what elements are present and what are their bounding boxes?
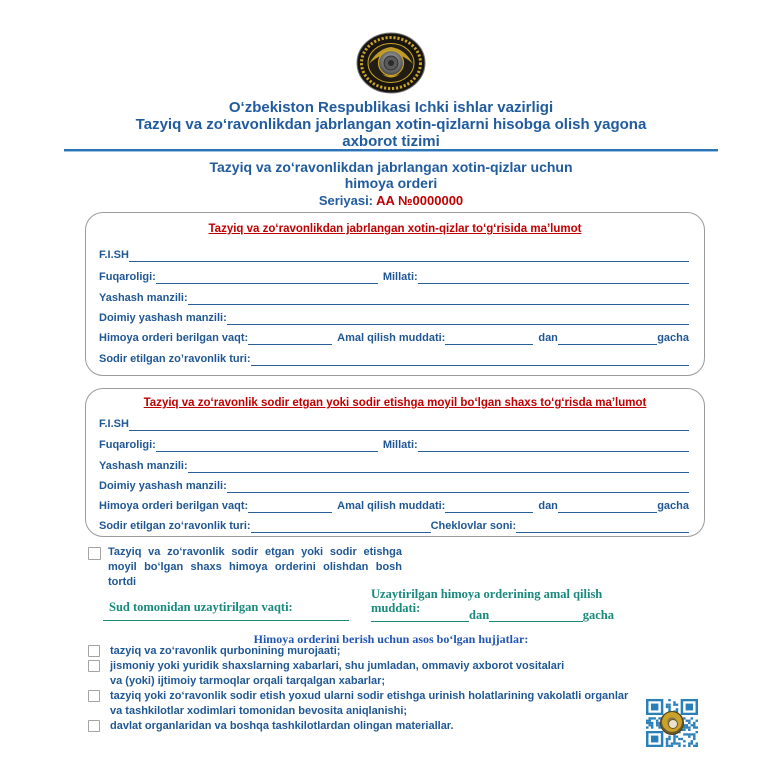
address-label: Yashash manzili: — [99, 292, 188, 304]
victim-address-row — [99, 292, 689, 305]
permanent-address-fill-line — [227, 482, 689, 493]
offender-permanent-address-row — [99, 480, 689, 493]
violence-type-label: Sodir etilgan zo‘ravonlik turi: — [99, 520, 251, 532]
series-line — [40, 193, 742, 209]
restrictions-fill-line — [516, 522, 689, 533]
citizenship-fill-line — [156, 441, 378, 452]
restrictions-label: Cheklovlar soni: — [430, 520, 517, 532]
basis-item-1-text: tazyiq va zo‘ravonlik qurbonining murojaati; — [110, 645, 341, 657]
basis-item-3-text-line2: va tashkilotlar xodimlari tomonidan bevosita aniqlanishi; — [110, 705, 408, 717]
qr-code — [646, 699, 698, 747]
offender-box-title: Tazyiq va zo‘ravonlik sodir etgan yoki sodir etishga moyil bo‘lgan shaxs to‘g‘risda ma’lumot — [143, 397, 647, 409]
victim-violence-type-row — [99, 353, 689, 366]
document-header — [40, 99, 742, 150]
basis-item-3-text-line1: tazyiq yoki zo‘ravonlik sodir etish yoxud ularni sodir etishga urinish holatlarining vakolatli organlar — [110, 690, 629, 702]
order-issued-fill-line — [248, 502, 332, 513]
refusal-text: Tazyiq va zo‘ravonlik sodir etgan yoki sodir etishga moyil bo‘lgan shaxs himoya orderini olishdan bosh tortdi — [108, 546, 402, 588]
fish-fill-line — [129, 251, 689, 262]
nationality-label: Millati: — [382, 271, 418, 283]
offender-citizenship-row — [99, 439, 689, 452]
extension-from-fill-line — [371, 609, 469, 622]
offender-violence-type-row — [99, 520, 689, 533]
order-issued-fill-line — [248, 334, 332, 345]
extended-validity-dates-row — [371, 608, 614, 622]
basis-documents-title: Himoya orderini berish uchun asos bo‘lgan hujjatlar: — [253, 632, 529, 646]
validity-fill-line — [445, 334, 533, 345]
validity-label: Amal qilish muddati: — [337, 500, 446, 512]
offender-fish-row — [99, 418, 689, 431]
fish-label: F.I.SH — [99, 418, 129, 430]
basis-item-4-text: davlat organlaridan va boshqa tashkilotlardan olingan materiallar. — [110, 720, 454, 732]
from-label: dan — [538, 332, 558, 344]
basis-item-1 — [88, 645, 340, 658]
series-number: AA №0000000 — [376, 193, 464, 208]
violence-type-fill-line — [251, 522, 431, 533]
to-label: gacha — [657, 500, 689, 512]
refusal-checkbox[interactable] — [88, 547, 101, 560]
violence-type-label: Sodir etilgan zo’ravonlik turi: — [99, 353, 251, 365]
nationality-fill-line — [418, 273, 689, 284]
from-fill-line — [558, 502, 657, 513]
order-issued-label: Himoya orderi berilgan vaqt: — [99, 500, 249, 512]
victim-citizenship-row — [99, 271, 689, 284]
citizenship-fill-line — [156, 273, 378, 284]
nationality-label: Millati: — [382, 439, 418, 451]
basis-item-2-text-line2: va (yoki) ijtimoiy tarmoqlar orqali tarqalgan xabarlar; — [110, 675, 386, 687]
citizenship-label: Fuqaroligi: — [99, 439, 156, 451]
basis-item-4 — [88, 720, 454, 733]
victim-order-dates-row — [99, 332, 689, 345]
system-name-line2: axborot tizimi — [342, 133, 440, 150]
order-title — [40, 159, 742, 209]
offender-order-dates-row — [99, 500, 689, 513]
ministry-name: O‘zbekiston Respublikasi Ichki ishlar vazirligi — [228, 99, 554, 116]
nationality-fill-line — [418, 441, 689, 452]
court-extension-label: Sud tomonidan uzaytirilgan vaqti: — [109, 600, 293, 614]
basis-item-2-text-line1: jismoniy yoki yuridik shaxslarning xabarlari, shu jumladan, ommaviy axborot vositalari — [110, 660, 565, 672]
extension-to-fill-line — [489, 609, 583, 622]
violence-type-fill-line — [251, 355, 689, 366]
fish-fill-line — [129, 420, 689, 431]
series-label: Seriyasi: — [318, 193, 374, 208]
header-divider — [64, 149, 718, 152]
to-label: gacha — [657, 332, 689, 344]
validity-fill-line — [445, 502, 533, 513]
qr-center-emblem-icon — [660, 711, 684, 735]
validity-label: Amal qilish muddati: — [337, 332, 446, 344]
order-title-line2: himoya orderi — [344, 175, 438, 191]
basis-item-3-checkbox[interactable] — [88, 690, 100, 702]
fish-label: F.I.SH — [99, 249, 129, 261]
extended-validity-label-line1: Uzaytirilgan himoya orderining amal qilish — [371, 587, 603, 601]
ministry-emblem-icon — [356, 32, 426, 94]
victim-info-box — [85, 212, 705, 376]
order-issued-label: Himoya orderi berilgan vaqt: — [99, 332, 249, 344]
extension-from-label: dan — [469, 608, 490, 622]
extension-to-label: gacha — [582, 608, 614, 622]
court-extension-fill-line — [103, 603, 349, 621]
permanent-address-label: Doimiy yashash manzili: — [99, 312, 227, 324]
basis-item-4-checkbox[interactable] — [88, 720, 100, 732]
citizenship-label: Fuqaroligi: — [99, 271, 156, 283]
basis-item-3 — [88, 690, 628, 703]
address-fill-line — [188, 294, 689, 305]
victim-box-title: Tazyiq va zo‘ravonlikdan jabrlangan xotin-qizlar to‘g‘risida ma’lumot — [208, 223, 582, 235]
basis-item-1-checkbox[interactable] — [88, 645, 100, 657]
victim-permanent-address-row — [99, 312, 689, 325]
address-label: Yashash manzili: — [99, 460, 188, 472]
system-name-line1: Tazyiq va zo‘ravonlikdan jabrlangan xotin-qizlarni hisobga olish yagona — [135, 116, 647, 133]
victim-fish-row — [99, 249, 689, 262]
from-label: dan — [538, 500, 558, 512]
extended-validity-label-line2: muddati: — [371, 601, 421, 615]
basis-item-2-checkbox[interactable] — [88, 660, 100, 672]
address-fill-line — [188, 462, 689, 473]
order-title-line1: Tazyiq va zo‘ravonlikdan jabrlangan xotin-qizlar uchun — [209, 159, 573, 175]
offender-address-row — [99, 460, 689, 473]
basis-item-2 — [88, 660, 564, 673]
from-fill-line — [558, 334, 657, 345]
offender-info-box — [85, 388, 705, 537]
permanent-address-fill-line — [227, 314, 689, 325]
permanent-address-label: Doimiy yashash manzili: — [99, 480, 227, 492]
